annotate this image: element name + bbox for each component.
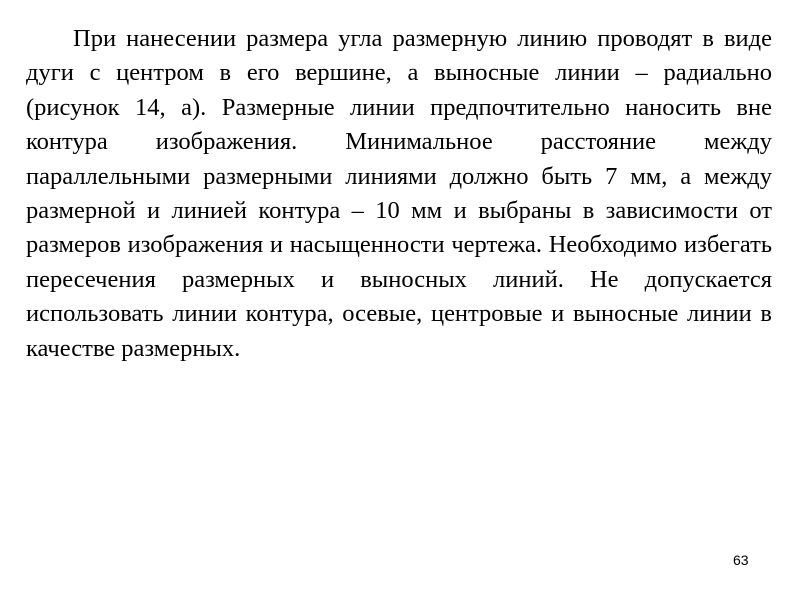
body-paragraph: При нанесении размера угла размерную линию проводят в виде дуги с центром в его вершине, а выносные линии – радиально (рисунок 14, а). Размерные линии предпочтительно наносить вне контура изображения. Минимальное расстояние между параллельными размерными линиями должно быть 7 мм, а между размерной и линией контура – 10 мм и выбраны в зависимости от размеров изображения и насыщенности чертежа. Необходимо избегать пересечения размерных и выносных линий. Не допускается использовать линии контура, осевые, центровые и выносные линии в качестве размерных. — [26, 25, 772, 362]
page-number: 63 — [733, 552, 749, 568]
